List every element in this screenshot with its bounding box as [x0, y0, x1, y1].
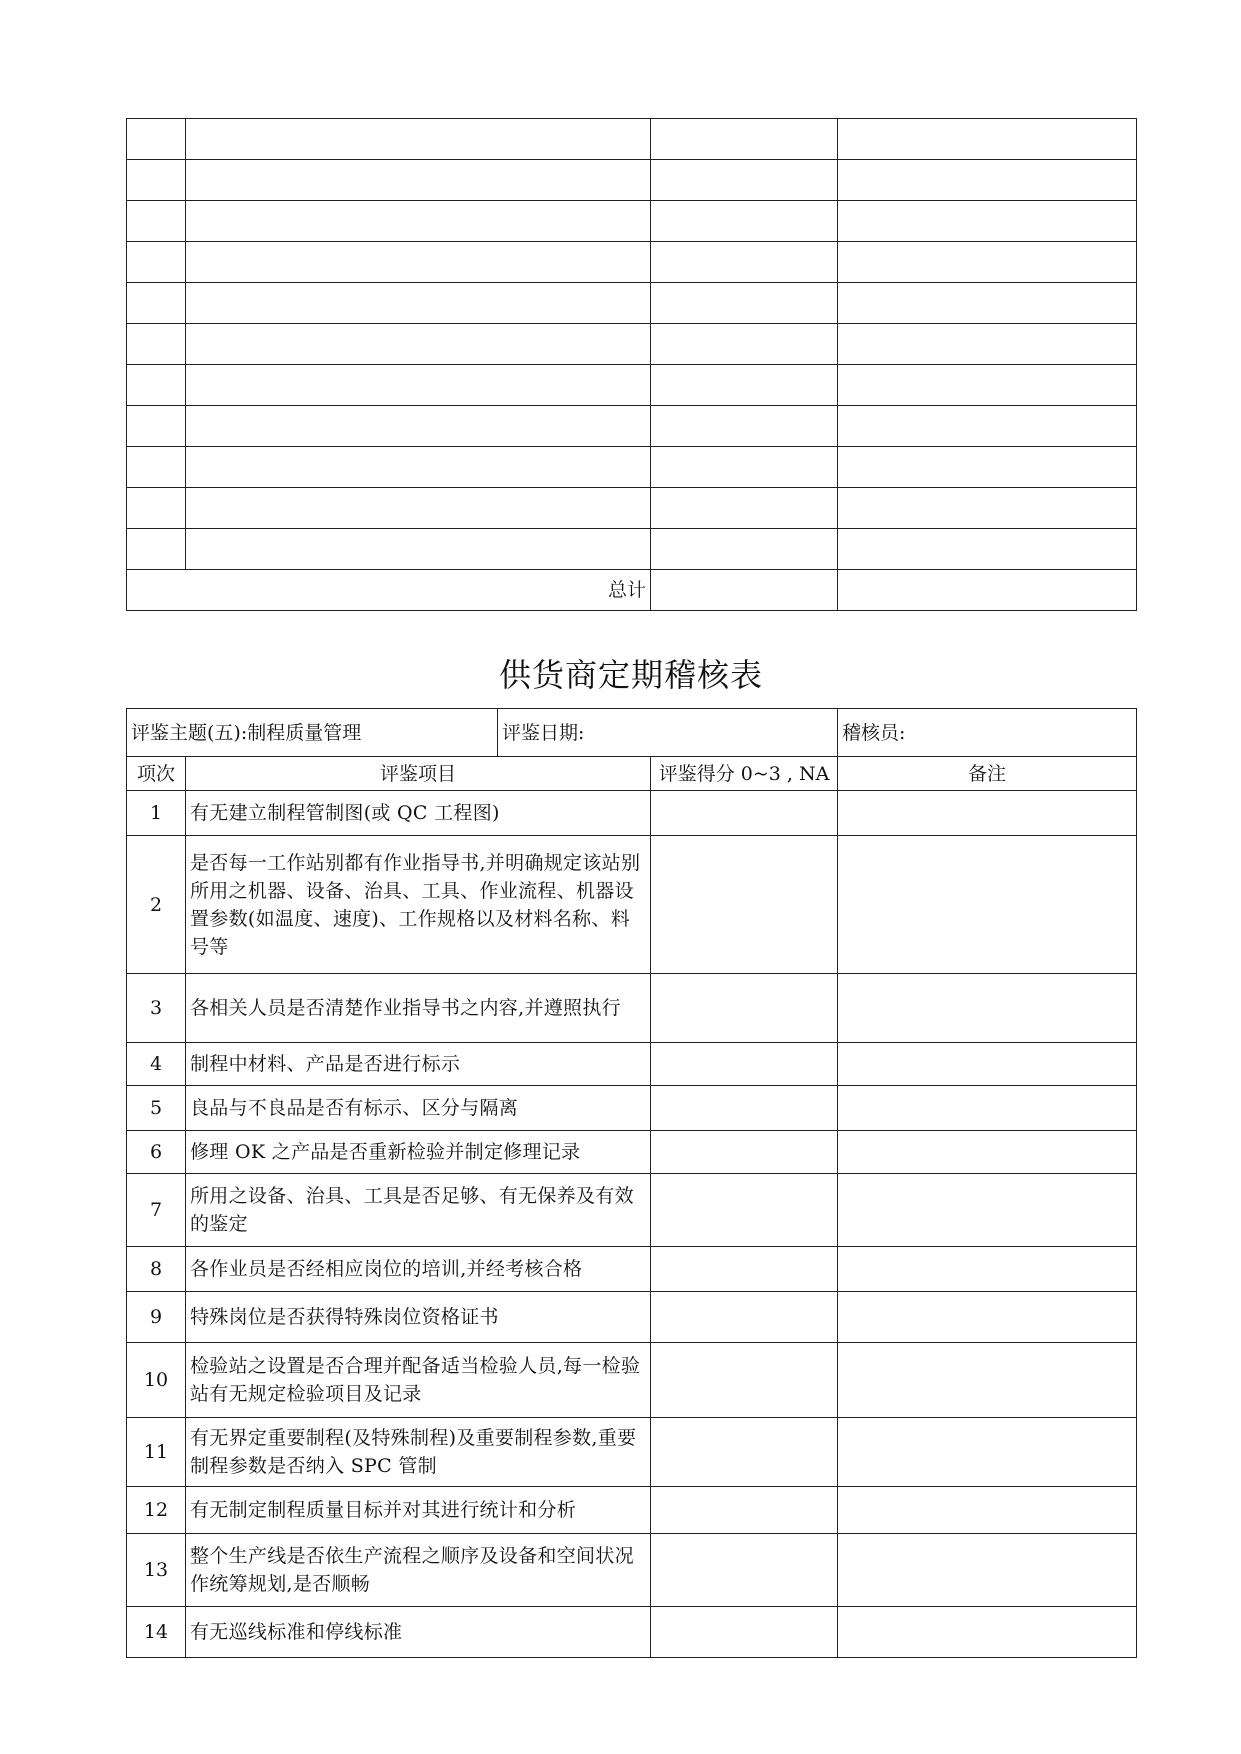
row-number: 11	[127, 1418, 186, 1487]
score-cell[interactable]	[651, 1131, 838, 1174]
audit-table	[126, 708, 1137, 1658]
blank-cell	[838, 447, 1137, 488]
blank-cell	[186, 119, 651, 160]
row-item: 检验站之设置是否合理并配备适当检验人员,每一检验站有无规定检验项目及记录	[186, 1343, 651, 1418]
remark-cell[interactable]	[838, 1131, 1137, 1174]
header-remark: 备注	[838, 757, 1137, 791]
blank-cell	[651, 324, 838, 365]
table-row	[127, 1174, 1137, 1247]
blank-cell	[838, 201, 1137, 242]
row-item: 修理 OK 之产品是否重新检验并制定修理记录	[186, 1131, 651, 1174]
blank-cell	[651, 529, 838, 570]
remark-cell[interactable]	[838, 1086, 1137, 1131]
blank-cell	[651, 119, 838, 160]
table-row	[127, 1607, 1137, 1658]
blank-cell	[838, 160, 1137, 201]
row-item: 特殊岗位是否获得特殊岗位资格证书	[186, 1292, 651, 1343]
blank-cell	[127, 283, 186, 324]
remark-cell[interactable]	[838, 1247, 1137, 1292]
row-number: 10	[127, 1343, 186, 1418]
blank-cell	[127, 119, 186, 160]
row-number: 6	[127, 1131, 186, 1174]
audit-subject: 评鉴主题(五):制程质量管理	[127, 709, 498, 757]
page-title: 供货商定期稽核表	[498, 656, 763, 694]
total-label: 总计	[127, 570, 651, 611]
score-cell[interactable]	[651, 791, 838, 836]
blank-cell	[186, 242, 651, 283]
blank-cell	[186, 365, 651, 406]
blank-row	[127, 242, 1137, 283]
blank-cell	[186, 529, 651, 570]
table-row	[127, 1247, 1137, 1292]
blank-cell	[186, 406, 651, 447]
score-cell[interactable]	[651, 974, 838, 1043]
remark-cell[interactable]	[838, 1487, 1137, 1534]
auditor-field[interactable]: 稽核员:	[838, 709, 1137, 757]
score-cell[interactable]	[651, 1343, 838, 1418]
blank-row	[127, 160, 1137, 201]
header-score: 评鉴得分 0~3 , NA	[651, 757, 838, 791]
remark-cell[interactable]	[838, 791, 1137, 836]
blank-cell	[127, 242, 186, 283]
score-cell[interactable]	[651, 1247, 838, 1292]
blank-cell	[838, 324, 1137, 365]
blank-cell	[127, 201, 186, 242]
blank-cell	[127, 160, 186, 201]
table-row	[127, 1487, 1137, 1534]
blank-cell	[127, 529, 186, 570]
score-cell[interactable]	[651, 1607, 838, 1658]
blank-cell	[127, 365, 186, 406]
blank-row	[127, 201, 1137, 242]
blank-cell	[186, 160, 651, 201]
row-number: 4	[127, 1043, 186, 1086]
score-cell[interactable]	[651, 1043, 838, 1086]
row-item: 各作业员是否经相应岗位的培训,并经考核合格	[186, 1247, 651, 1292]
score-cell[interactable]	[651, 1174, 838, 1247]
row-item: 有无制定制程质量目标并对其进行统计和分析	[186, 1487, 651, 1534]
header-no: 项次	[127, 757, 186, 791]
total-score-cell	[651, 570, 838, 611]
row-number: 1	[127, 791, 186, 836]
blank-cell	[127, 406, 186, 447]
blank-cell	[651, 283, 838, 324]
blank-cell	[651, 201, 838, 242]
row-item: 制程中材料、产品是否进行标示	[186, 1043, 651, 1086]
row-item: 是否每一工作站别都有作业指导书,并明确规定该站别所用之机器、设备、治具、工具、作业流程、机器设置参数(如温度、速度)、工作规格以及材料名称、料号等	[186, 836, 651, 974]
remark-cell[interactable]	[838, 1343, 1137, 1418]
score-cell[interactable]	[651, 1534, 838, 1607]
remark-cell[interactable]	[838, 1607, 1137, 1658]
blank-cell	[838, 529, 1137, 570]
remark-cell[interactable]	[838, 1174, 1137, 1247]
blank-cell	[186, 324, 651, 365]
row-number: 14	[127, 1607, 186, 1658]
audit-date-field[interactable]: 评鉴日期:	[498, 709, 838, 757]
blank-row	[127, 529, 1137, 570]
table-row	[127, 1131, 1137, 1174]
blank-cell	[651, 488, 838, 529]
info-row	[127, 709, 1137, 757]
blank-cell	[127, 324, 186, 365]
blank-cell	[186, 283, 651, 324]
blank-cell	[127, 488, 186, 529]
row-number: 7	[127, 1174, 186, 1247]
row-item: 有无界定重要制程(及特殊制程)及重要制程参数,重要制程参数是否纳入 SPC 管制	[186, 1418, 651, 1487]
table-row	[127, 836, 1137, 974]
row-item: 各相关人员是否清楚作业指导书之内容,并遵照执行	[186, 974, 651, 1043]
score-cell[interactable]	[651, 1292, 838, 1343]
blank-cell	[838, 119, 1137, 160]
row-number: 13	[127, 1534, 186, 1607]
row-number: 2	[127, 836, 186, 974]
blank-cell	[651, 365, 838, 406]
blank-row	[127, 283, 1137, 324]
blank-row	[127, 119, 1137, 160]
table-header-row	[127, 757, 1137, 791]
score-cell[interactable]	[651, 1086, 838, 1131]
table-row	[127, 1418, 1137, 1487]
blank-row	[127, 406, 1137, 447]
blank-cell	[651, 160, 838, 201]
row-number: 5	[127, 1086, 186, 1131]
blank-cell	[838, 242, 1137, 283]
remark-cell[interactable]	[838, 836, 1137, 974]
row-item: 整个生产线是否依生产流程之顺序及设备和空间状况作统筹规划,是否顺畅	[186, 1534, 651, 1607]
blank-cell	[186, 488, 651, 529]
row-item: 有无巡线标准和停线标准	[186, 1607, 651, 1658]
blank-cell	[838, 406, 1137, 447]
row-number: 12	[127, 1487, 186, 1534]
table-row	[127, 1086, 1137, 1131]
blank-row	[127, 324, 1137, 365]
row-number: 9	[127, 1292, 186, 1343]
blank-cell	[186, 201, 651, 242]
blank-cell	[651, 447, 838, 488]
remark-cell[interactable]	[838, 1418, 1137, 1487]
table-row	[127, 1043, 1137, 1086]
blank-cell	[186, 447, 651, 488]
table-row	[127, 791, 1137, 836]
blank-cell	[838, 365, 1137, 406]
row-number: 8	[127, 1247, 186, 1292]
total-row	[127, 570, 1137, 611]
blank-cell	[838, 488, 1137, 529]
blank-row	[127, 447, 1137, 488]
blank-table	[126, 118, 1137, 611]
total-remark-cell	[838, 570, 1137, 611]
blank-cell	[838, 283, 1137, 324]
table-row	[127, 974, 1137, 1043]
blank-row	[127, 365, 1137, 406]
remark-cell[interactable]	[838, 1534, 1137, 1607]
blank-cell	[651, 406, 838, 447]
row-item: 良品与不良品是否有标示、区分与隔离	[186, 1086, 651, 1131]
remark-cell[interactable]	[838, 1292, 1137, 1343]
table-row	[127, 1292, 1137, 1343]
score-cell[interactable]	[651, 1418, 838, 1487]
score-cell[interactable]	[651, 836, 838, 974]
header-item: 评鉴项目	[186, 757, 651, 791]
row-number: 3	[127, 974, 186, 1043]
table-row	[127, 1343, 1137, 1418]
blank-cell	[651, 242, 838, 283]
blank-cell	[127, 447, 186, 488]
score-cell[interactable]	[651, 1487, 838, 1534]
row-item: 所用之设备、治具、工具是否足够、有无保养及有效的鉴定	[186, 1174, 651, 1247]
table-row	[127, 1534, 1137, 1607]
remark-cell[interactable]	[838, 1043, 1137, 1086]
blank-row	[127, 488, 1137, 529]
remark-cell[interactable]	[838, 974, 1137, 1043]
row-item: 有无建立制程管制图(或 QC 工程图)	[186, 791, 651, 836]
